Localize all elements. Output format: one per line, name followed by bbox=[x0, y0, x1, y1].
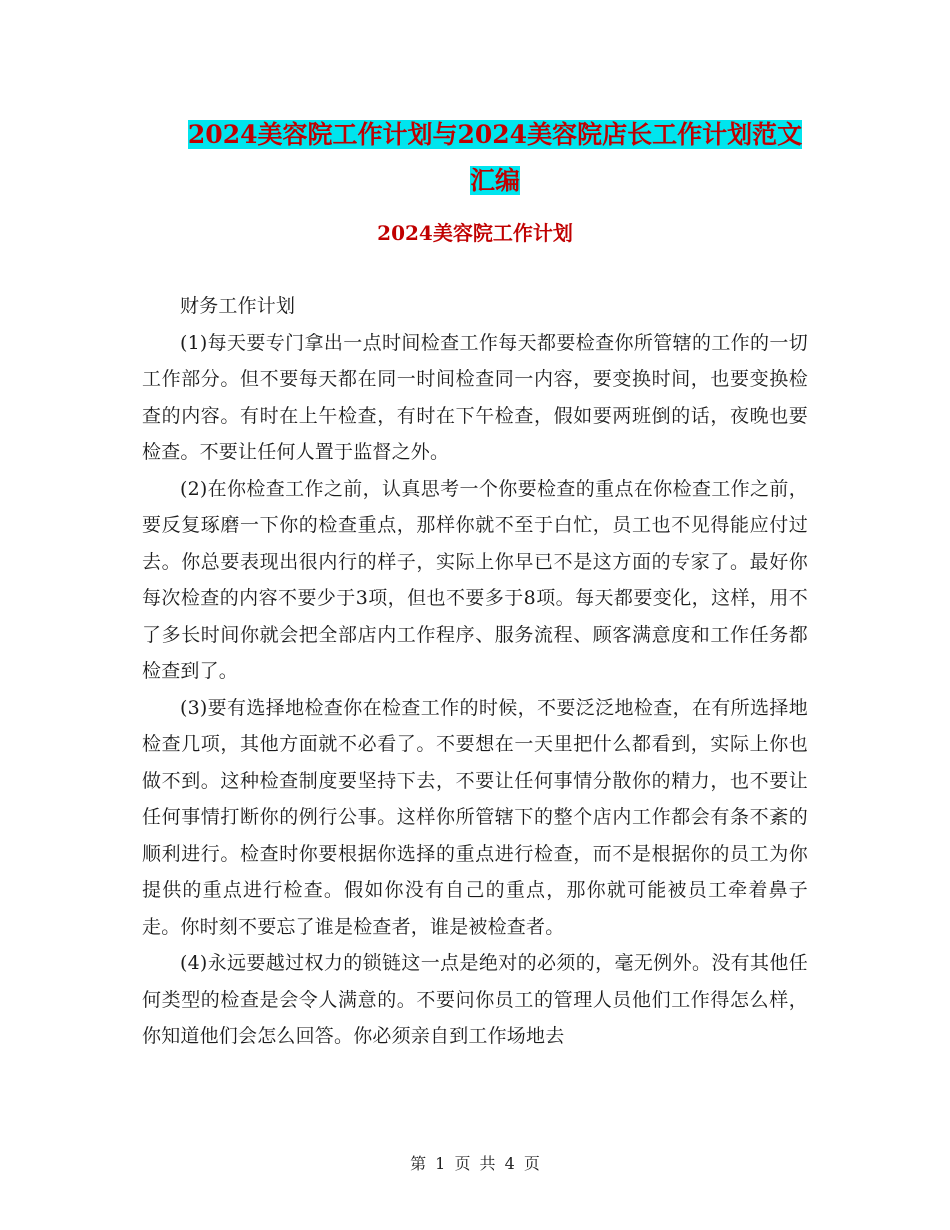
paragraph: (2)在你检查工作之前，认真思考一个你要检查的重点在你检查工作之前，要反复琢磨一下你的检查重点，那样你就不至于白忙，员工也不见得能应付过去。你总要表现出很内行的样子，实际上你早已不是这方面的专家了。最好你每次检查的内容不要少于3项，但也不要多于8项。每天都要变化，这样，用不了多长时间你就会把全部店内工作程序、服务流程、顾客满意度和工作任务都检查到了。 bbox=[142, 477, 808, 682]
section-title: 2024美容院工作计划 bbox=[377, 221, 573, 245]
paragraph: (3)要有选择地检查你在检查工作的时候，不要泛泛地检查，在有所选择地检查几项，其他方面就不必看了。不要想在一天里把什么都看到，实际上你也做不到。这种检查制度要坚持下去，不要让任何事情分散你的精力，也不要让任何事情打断你的例行公事。这样你所管辖下的整个店内工作都会有条不紊的顺利进行。检查时你要根据你选择的重点进行检查，而不是根据你的员工为你提供的重点进行检查。假如你没有自己的重点，那你就可能被员工牵着鼻子走。你时刻不要忘了谁是检查者，谁是被检查者。 bbox=[142, 696, 808, 938]
paragraph: (1)每天要专门拿出一点时间检查工作每天都要检查你所管辖的工作的一切工作部分。但不要每天都在同一时间检查同一内容，要变换时间，也要变换检查的内容。有时在上午检查，有时在下午检查，假如要两班倒的话，夜晚也要检查。不要让任何人置于监督之外。 bbox=[142, 331, 808, 463]
document-title-line1: 2024美容院工作计划与2024美容院店长工作计划范文 bbox=[187, 120, 803, 149]
paragraph: (4)永远要越过权力的锁链这一点是绝对的必须的，毫无例外。没有其他任何类型的检查是会令人满意的。不要问你员工的管理人员他们工作得怎么样，你知道他们会怎么回答。你必须亲自到工作场地去 bbox=[142, 952, 808, 1047]
document-title bbox=[140, 112, 850, 204]
document-title-line2: 汇编 bbox=[469, 166, 520, 195]
paragraph-heading: 财务工作计划 bbox=[180, 295, 296, 317]
page-footer: 第 1 页 共 4 页 bbox=[410, 1154, 540, 1173]
document-body bbox=[142, 288, 808, 1055]
